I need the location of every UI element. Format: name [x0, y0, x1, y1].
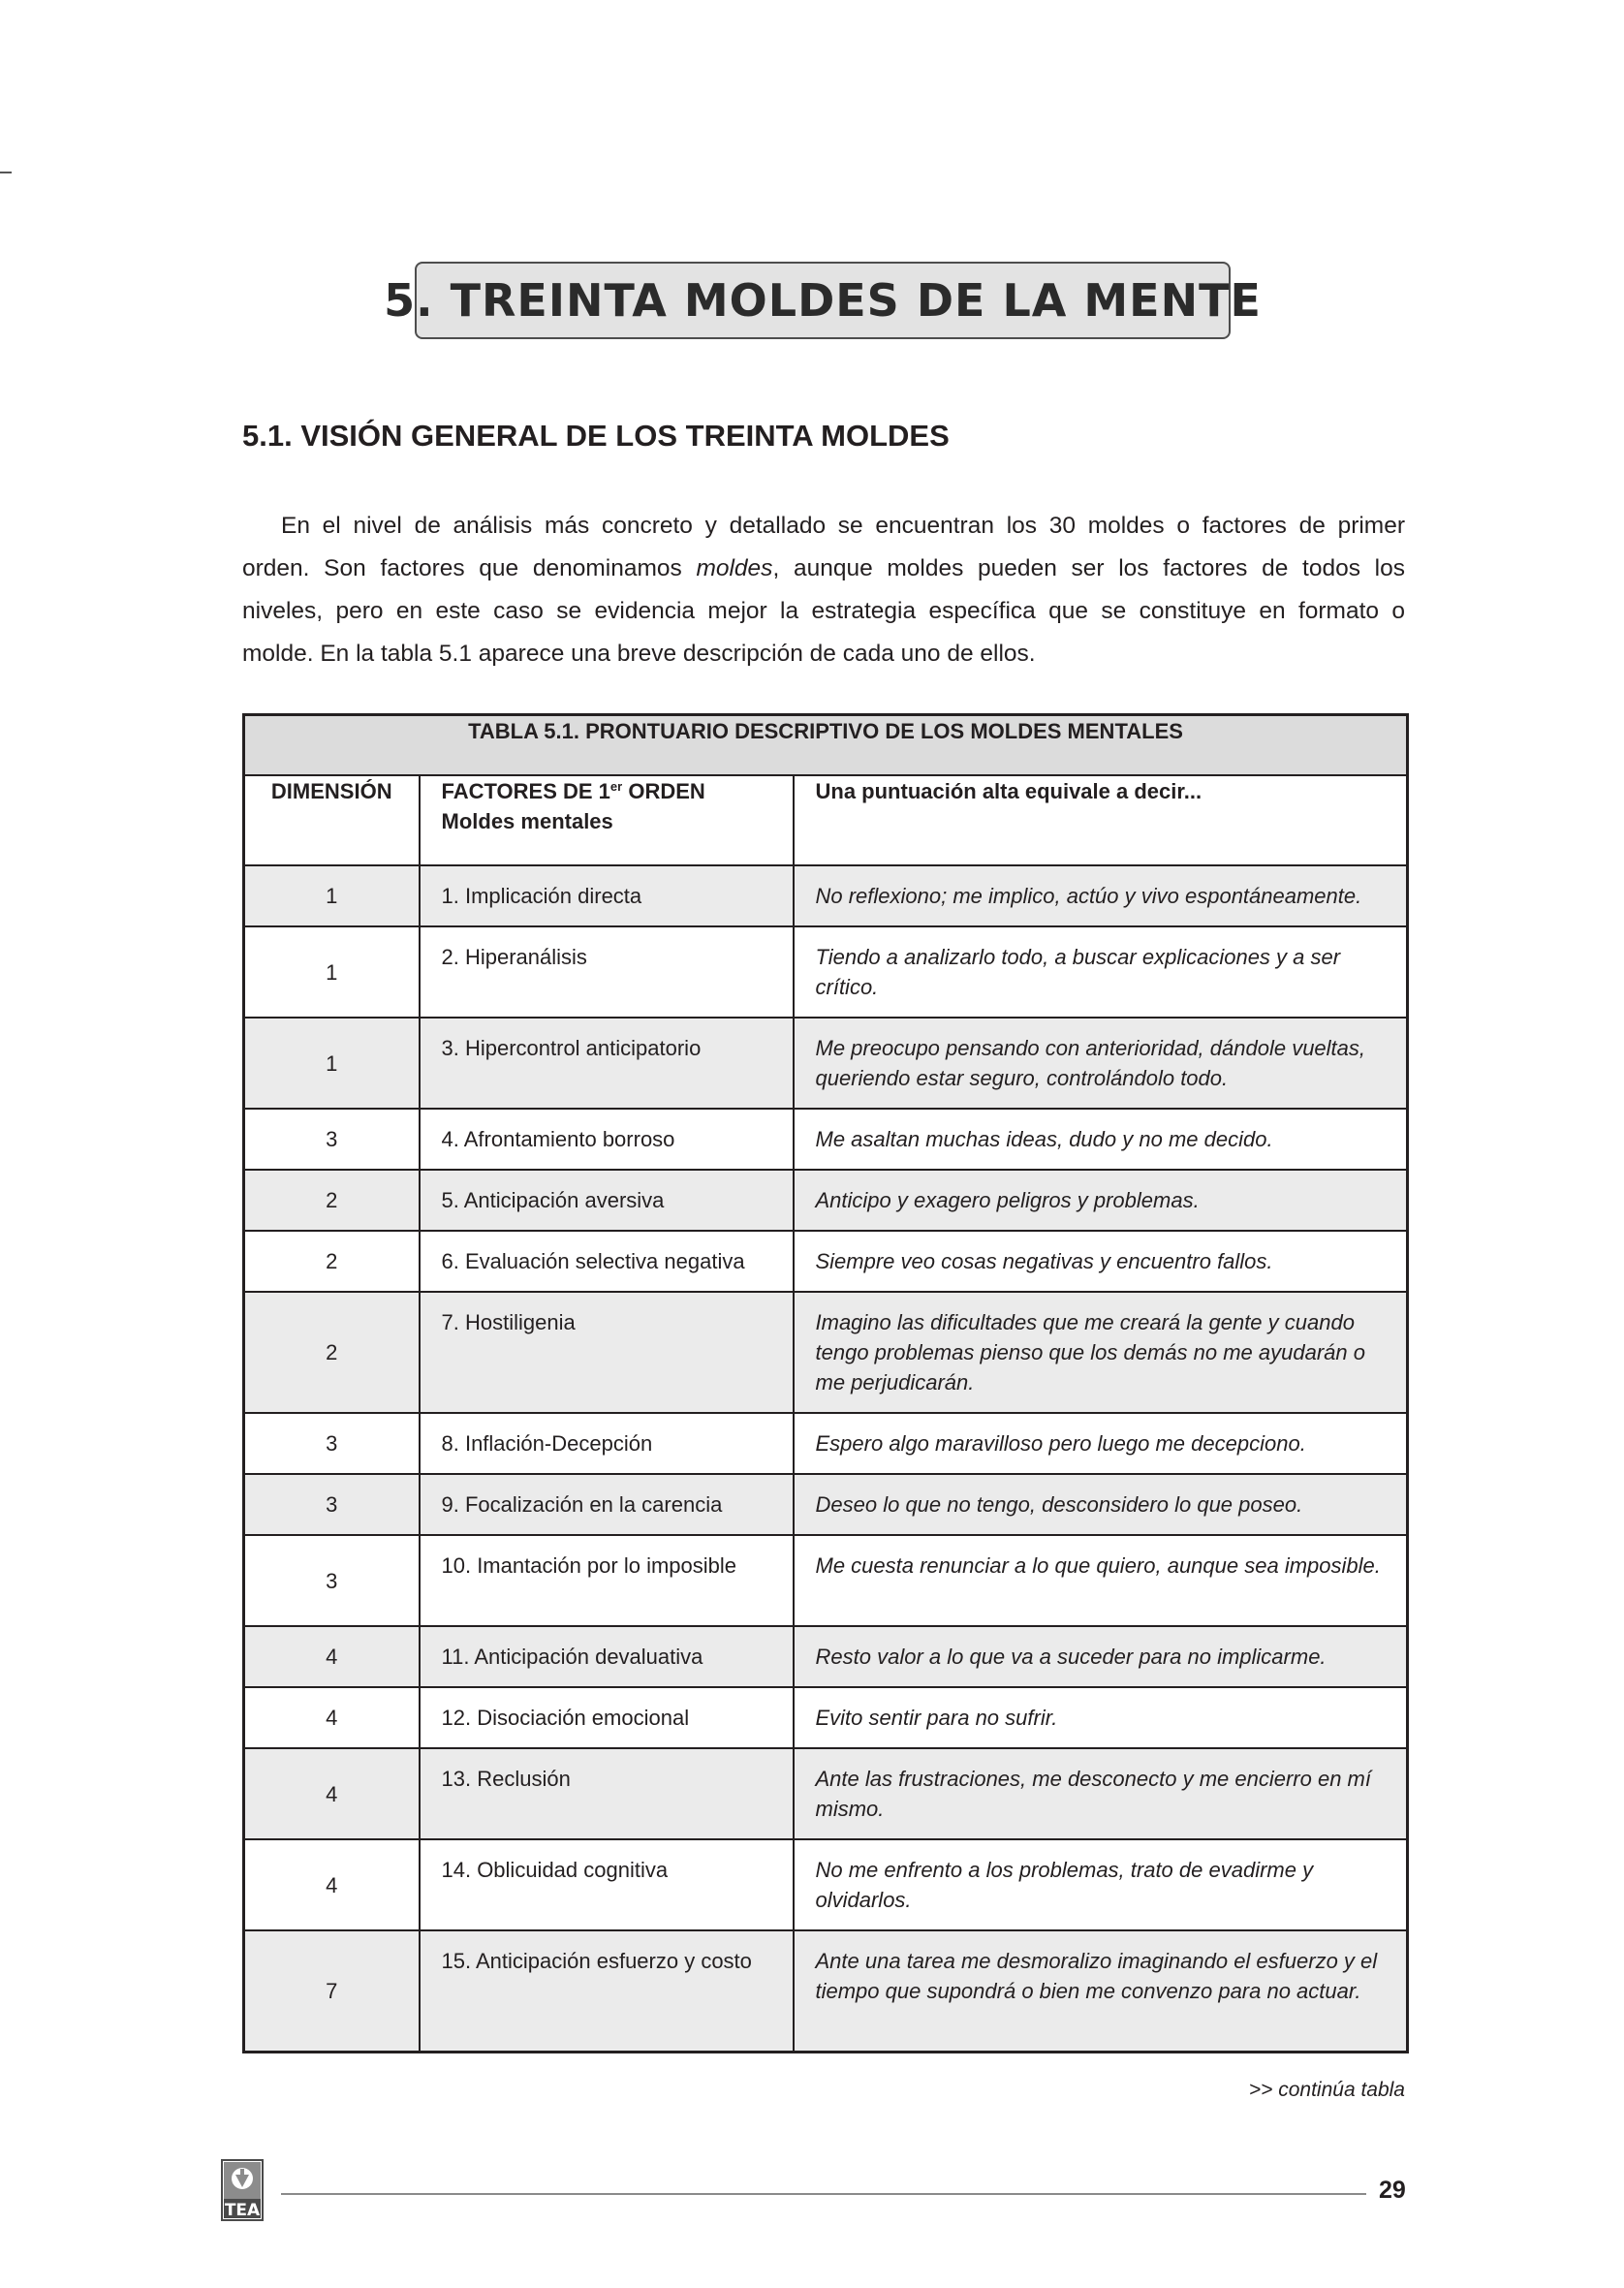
- row-factor: 10. Imantación por lo imposible: [420, 1535, 794, 1626]
- intro-line-1: En el nivel de análisis más concreto y detallado se encuentran los 30 moldes o factores de primer: [281, 513, 1405, 539]
- row-factor: 5. Anticipación aversiva: [420, 1170, 794, 1231]
- row-meaning: Espero algo maravilloso pero luego me decepciono.: [794, 1413, 1408, 1474]
- row-meaning: Imagino las dificultades que me creará la gente y cuando tengo problemas pienso que los demás no me ayudarán o me perjudicarán.: [794, 1292, 1408, 1413]
- table-row: [244, 1018, 1408, 1109]
- table-continues-note: >> continúa tabla: [1248, 2079, 1405, 2101]
- row-factor: 8. Inflación-Decepción: [420, 1413, 794, 1474]
- tea-logo: [221, 2159, 264, 2221]
- table-row: [244, 1109, 1408, 1170]
- header-factors-subtitle: Moldes mentales: [441, 809, 613, 833]
- row-dimension: 1: [244, 865, 420, 926]
- row-meaning: No me enfrento a los problemas, trato de evadirme y olvidarlos.: [794, 1839, 1408, 1930]
- row-dimension: 4: [244, 1839, 420, 1930]
- table-row: [244, 1839, 1408, 1930]
- row-factor: 1. Implicación directa: [420, 865, 794, 926]
- table-row: [244, 1687, 1408, 1748]
- page-number: 29: [1379, 2177, 1406, 2204]
- tea-logo-text: TEA: [224, 2201, 261, 2220]
- row-factor: 2. Hiperanálisis: [420, 926, 794, 1018]
- table-row: [244, 1748, 1408, 1839]
- row-factor: 4. Afrontamiento borroso: [420, 1109, 794, 1170]
- table-row: [244, 1626, 1408, 1687]
- row-meaning: Me asaltan muchas ideas, dudo y no me decido.: [794, 1109, 1408, 1170]
- intro-text: , aunque moldes pueden ser los factores de todos los: [772, 555, 1405, 581]
- table-row: [244, 1231, 1408, 1292]
- row-dimension: 4: [244, 1626, 420, 1687]
- row-dimension: 4: [244, 1748, 420, 1839]
- row-dimension: 4: [244, 1687, 420, 1748]
- table-header-row: [244, 775, 1408, 865]
- intro-text: orden. Son factores que denominamos: [242, 555, 697, 581]
- table-title-row: [244, 715, 1408, 776]
- row-dimension: 3: [244, 1535, 420, 1626]
- ordinal-superscript: er: [609, 779, 623, 794]
- header-factors: [420, 775, 794, 865]
- row-dimension: 2: [244, 1292, 420, 1413]
- table-row: [244, 926, 1408, 1018]
- header-factors-text: ORDEN: [622, 779, 705, 803]
- row-dimension: 2: [244, 1231, 420, 1292]
- intro-line-2: [242, 548, 1405, 590]
- row-meaning: Tiendo a analizarlo todo, a buscar explicaciones y a ser crítico.: [794, 926, 1408, 1018]
- molds-table: [242, 713, 1409, 2053]
- row-factor: 11. Anticipación devaluativa: [420, 1626, 794, 1687]
- row-meaning: Ante las frustraciones, me desconecto y me encierro en mí mismo.: [794, 1748, 1408, 1839]
- row-dimension: 1: [244, 926, 420, 1018]
- row-meaning: Siempre veo cosas negativas y encuentro fallos.: [794, 1231, 1408, 1292]
- row-meaning: Me preocupo pensando con anterioridad, dándole vueltas, queriendo estar seguro, controlándolo todo.: [794, 1018, 1408, 1109]
- table-row: [244, 1535, 1408, 1626]
- row-factor: 14. Oblicuidad cognitiva: [420, 1839, 794, 1930]
- crop-mark: [0, 172, 12, 173]
- table-row: [244, 1170, 1408, 1231]
- row-meaning: Resto valor a lo que va a suceder para no implicarme.: [794, 1626, 1408, 1687]
- header-factors-text: FACTORES DE 1: [441, 779, 610, 803]
- table-row: [244, 865, 1408, 926]
- intro-emphasis: moldes: [696, 555, 773, 581]
- row-meaning: Anticipo y exagero peligros y problemas.: [794, 1170, 1408, 1231]
- row-meaning: Evito sentir para no sufrir.: [794, 1687, 1408, 1748]
- row-meaning: Me cuesta renunciar a lo que quiero, aunque sea imposible.: [794, 1535, 1408, 1626]
- header-meaning: Una puntuación alta equivale a decir...: [794, 775, 1408, 865]
- row-factor: 9. Focalización en la carencia: [420, 1474, 794, 1535]
- chapter-title: 5. TREINTA MOLDES DE LA MENTE: [384, 274, 1262, 327]
- row-meaning: Ante una tarea me desmoralizo imaginando el esfuerzo y el tiempo que supondrá o bien me convenzo para no actuar.: [794, 1930, 1408, 2052]
- intro-paragraph: [242, 505, 1405, 675]
- row-factor: 7. Hostiligenia: [420, 1292, 794, 1413]
- table-row: [244, 1292, 1408, 1413]
- row-meaning: No reflexiono; me implico, actúo y vivo espontáneamente.: [794, 865, 1408, 926]
- intro-line-4: molde. En la tabla 5.1 aparece una breve descripción de cada uno de ellos.: [242, 641, 1036, 667]
- row-factor: 12. Disociación emocional: [420, 1687, 794, 1748]
- row-dimension: 3: [244, 1109, 420, 1170]
- table-row: [244, 1413, 1408, 1474]
- row-factor: 3. Hipercontrol anticipatorio: [420, 1018, 794, 1109]
- row-meaning: Deseo lo que no tengo, desconsidero lo que poseo.: [794, 1474, 1408, 1535]
- table-title: TABLA 5.1. PRONTUARIO DESCRIPTIVO DE LOS MOLDES MENTALES: [244, 715, 1408, 776]
- row-dimension: 1: [244, 1018, 420, 1109]
- row-factor: 6. Evaluación selectiva negativa: [420, 1231, 794, 1292]
- row-dimension: 3: [244, 1413, 420, 1474]
- row-dimension: 3: [244, 1474, 420, 1535]
- row-factor: 15. Anticipación esfuerzo y costo: [420, 1930, 794, 2052]
- row-dimension: 7: [244, 1930, 420, 2052]
- row-dimension: 2: [244, 1170, 420, 1231]
- footer-divider: [281, 2193, 1366, 2195]
- row-factor: 13. Reclusión: [420, 1748, 794, 1839]
- chapter-banner: [384, 262, 1262, 339]
- table-row: [244, 1474, 1408, 1535]
- table-row: [244, 1930, 1408, 2052]
- header-dimension: DIMENSIÓN: [244, 775, 420, 865]
- intro-line-3: niveles, pero en este caso se evidencia mejor la estrategia específica que se constituye en formato o: [242, 598, 1405, 624]
- section-title: 5.1. VISIÓN GENERAL DE LOS TREINTA MOLDES: [242, 419, 950, 453]
